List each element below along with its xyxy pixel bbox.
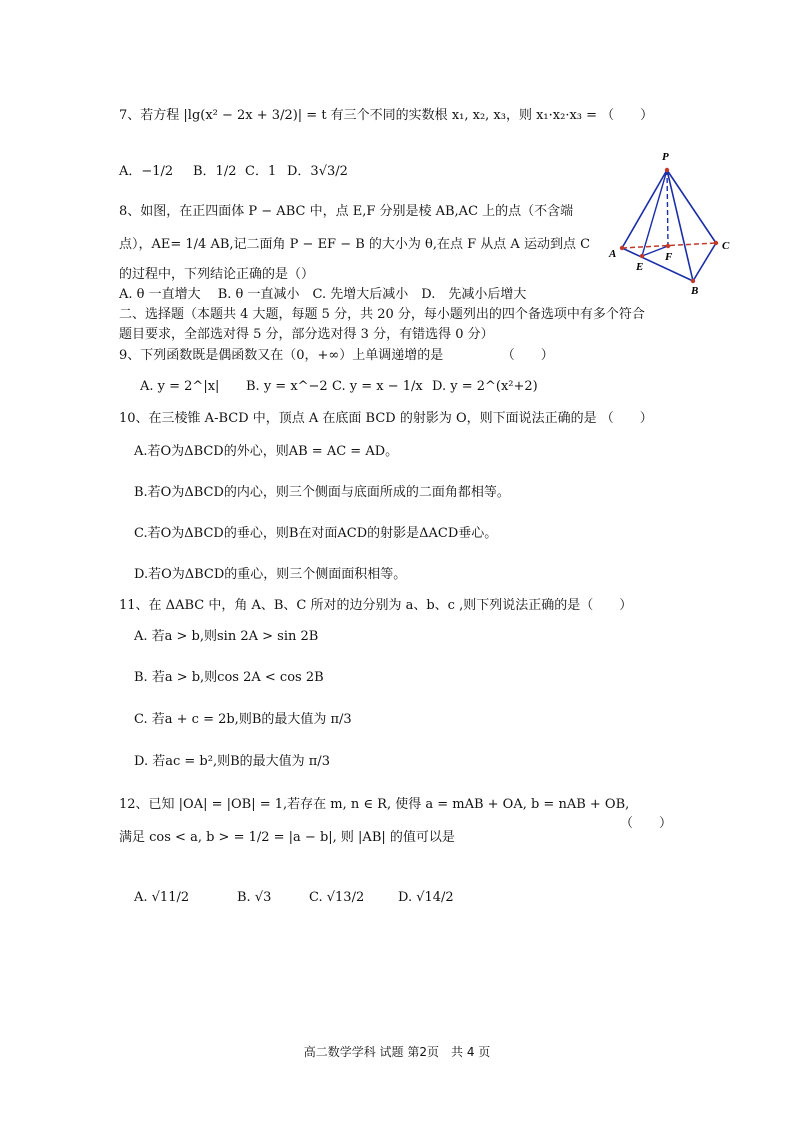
q11-stem: 11、在 ΔABC 中，角 A、B、C 所对的边分别为 a、b、c ,则下列说法正确的是（ ） xyxy=(119,598,633,613)
q12-option-a: A. √11/2 xyxy=(134,890,190,905)
q8-options: A. θ 一直增大 B. θ 一直减小 C. 先增大后减小 D. 先减小后增大 xyxy=(119,287,527,302)
q12-option-b: B. √3 xyxy=(237,890,272,905)
q7-option-d: D．3√3/2 xyxy=(287,164,348,179)
figure-label-c: C xyxy=(722,240,730,252)
q9-option-c: C. y = x − 1/x xyxy=(332,379,423,394)
figure-label-p: P xyxy=(662,151,669,163)
q7-option-a: A．−1/2 xyxy=(119,164,174,179)
q10-option-c: C.若O为ΔBCD的垂心，则B在对面ACD的射影是ΔACD垂心。 xyxy=(134,526,498,541)
figure-label-e: E xyxy=(636,261,644,273)
q11-option-d: D. 若ac = b²,则B的最大值为 π/3 xyxy=(134,754,330,769)
figure-label-f: F xyxy=(665,251,673,263)
tetrahedron-figure xyxy=(605,148,740,296)
page-footer: 高二数学学科 试题 第2页 共 4 页 xyxy=(303,1045,491,1059)
q12-line-1: 12、已知 |OA| = |OB| = 1,若存在 m, n ∈ R, 使得 a = mAB + OA, b = nAB + OB, xyxy=(119,797,630,812)
q8-line-1: 8、如图，在正四面体 P − ABC 中，点 E,F 分别是棱 AB,AC 上的点（不含端 xyxy=(119,204,574,219)
q9-option-d: D. y = 2^(x²+2) xyxy=(432,379,538,394)
q12-option-c: C. √13/2 xyxy=(309,890,365,905)
q7-option-c: C．1 xyxy=(245,164,277,179)
q7-stem: 7、若方程 |lg(x² − 2x + 3/2)| = t 有三个不同的实数根 x₁, x₂, x₃，则 x₁·x₂·x₃ = （ ） xyxy=(119,108,654,123)
q7-option-b: B．1/2 xyxy=(193,164,237,179)
figure-label-a: A xyxy=(609,248,617,260)
q8-line-3: 的过程中，下列结论正确的是（） xyxy=(119,267,315,282)
q9-stem: 9、下列函数既是偶函数又在（0，+∞）上单调递增的是 （ ） xyxy=(119,348,554,363)
q8-line-2: 点），AE= 1/4 AB,记二面角 P − EF − B 的大小为 θ,在点 F 从点 A 运动到点 C xyxy=(119,237,591,252)
q10-option-d: D.若O为ΔBCD的重心，则三个侧面面积相等。 xyxy=(134,567,407,582)
section-2-line-1: 二、选择题（本题共 4 大题，每题 5 分，共 20 分，每小题列出的四个备选项中有多个符合 xyxy=(119,307,645,322)
figure-label-b: B xyxy=(691,285,699,296)
q9-option-b: B. y = x^−2 xyxy=(246,379,328,394)
q11-option-b: B. 若a > b,则cos 2A < cos 2B xyxy=(134,670,324,685)
q10-option-b: B.若O为ΔBCD的内心，则三个侧面与底面所成的二面角都相等。 xyxy=(134,485,510,500)
q12-option-d: D. √14/2 xyxy=(398,890,454,905)
section-2-line-2: 题目要求，全部选对得 5 分，部分选对得 3 分，有错选得 0 分） xyxy=(119,327,494,342)
q10-stem: 10、在三棱锥 A-BCD 中，顶点 A 在底面 BCD 的射影为 O，则下面说法正确的是 （ ） xyxy=(119,411,653,426)
q10-option-a: A.若O为ΔBCD的外心，则AB = AC = AD。 xyxy=(134,444,399,459)
q11-option-c: C. 若a + c = 2b,则B的最大值为 π/3 xyxy=(134,712,352,727)
q9-option-a: A. y = 2^|x| xyxy=(140,379,220,394)
q12-answer-bracket: （ ） xyxy=(620,816,673,831)
q11-option-a: A. 若a > b,则sin 2A > sin 2B xyxy=(134,629,319,644)
q12-line-2: 满足 cos < a, b > = 1/2 = |a − b|, 则 |AB| 的值可以是 xyxy=(119,830,455,845)
